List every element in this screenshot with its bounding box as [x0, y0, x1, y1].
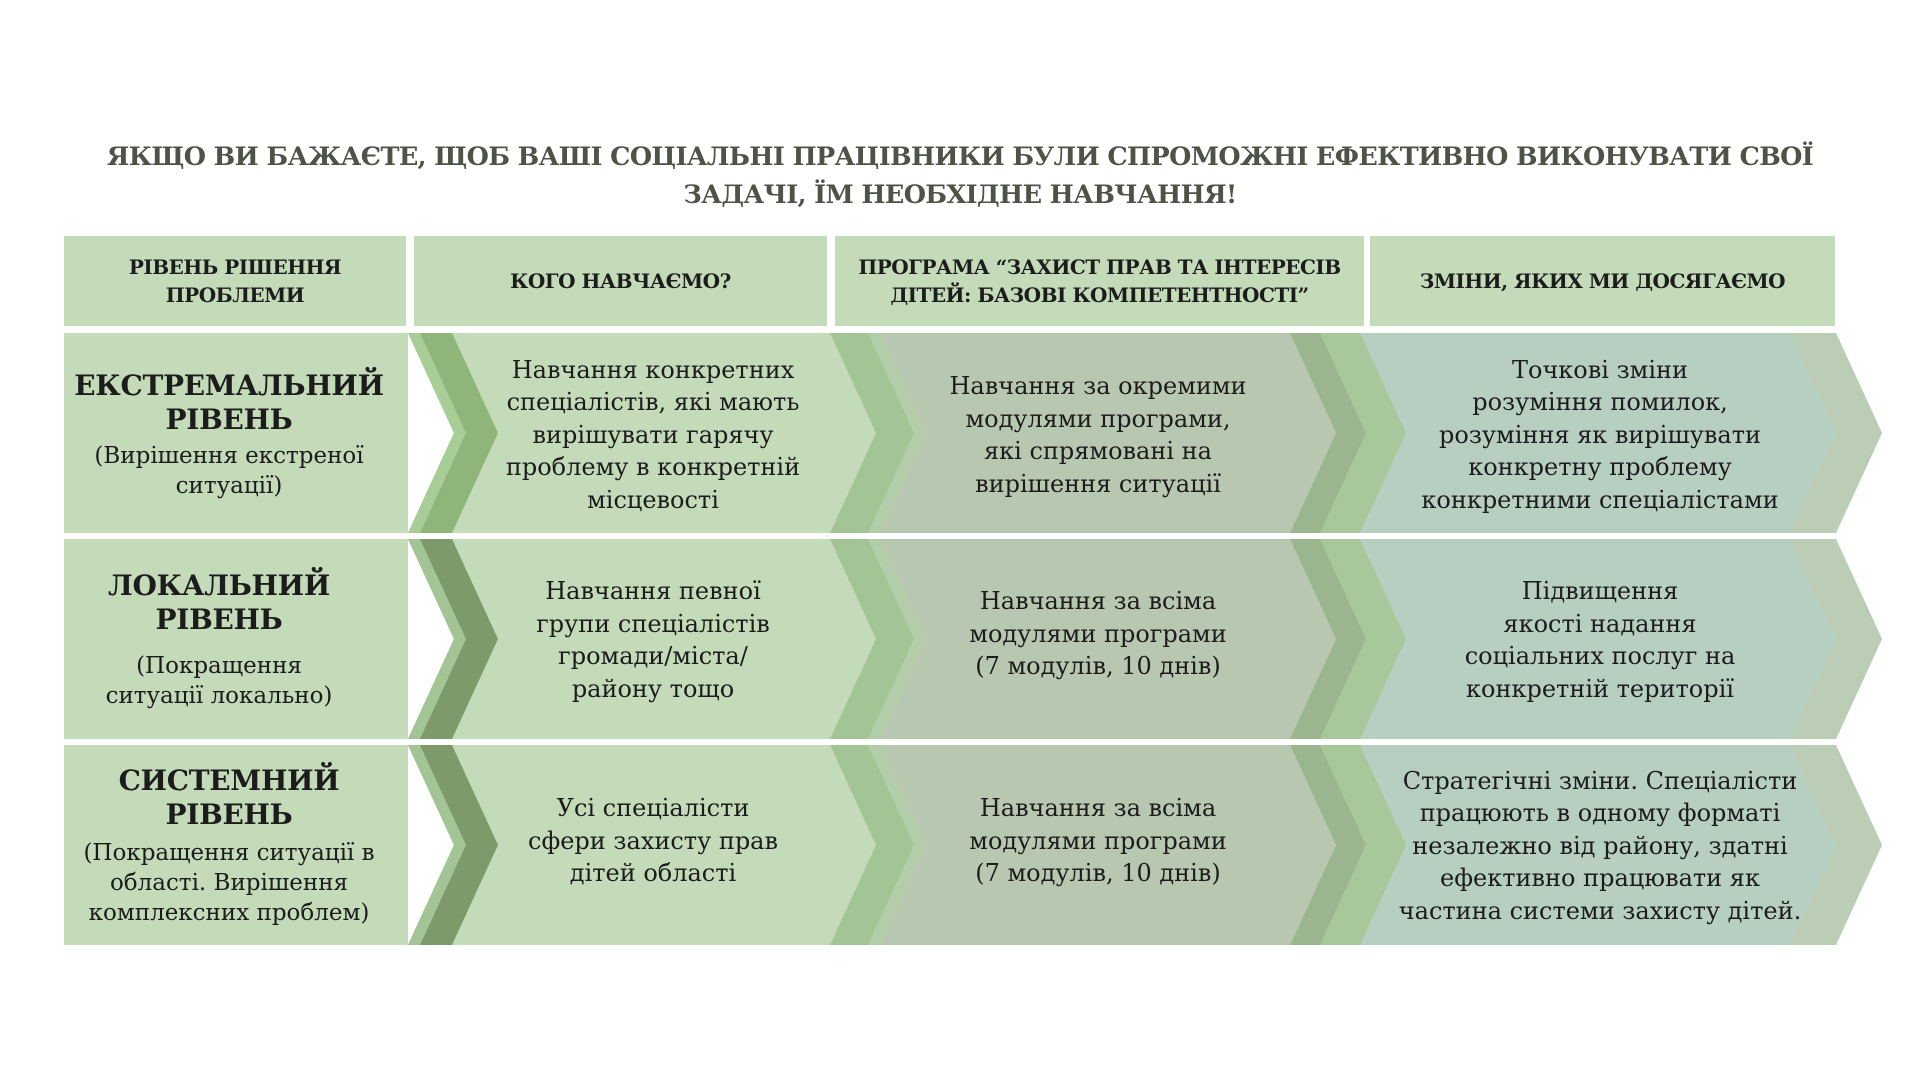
- row-2-level-title: ЛОКАЛЬНИЙ РІВЕНЬ: [108, 569, 330, 636]
- row-3-program: Навчання за всіма модулями програми (7 модулів, 10 днів): [969, 794, 1227, 888]
- title-line-1: ЯКЩО ВИ БАЖАЄТЕ, ЩОБ ВАШІ СОЦІАЛЬНІ ПРАЦІВНИКИ БУЛИ СПРОМОЖНІ ЕФЕКТИВНО ВИКОНУВАТИ СВОЇ: [106, 142, 1814, 172]
- row-2-program: Навчання за всіма модулями програми (7 модулів, 10 днів): [969, 587, 1227, 681]
- row-2-who: Навчання певної групи спеціалістів громади/міста/ району тощо: [536, 577, 770, 703]
- title-line-2: ЗАДАЧІ, ЇМ НЕОБХІДНЕ НАВЧАННЯ!: [683, 180, 1237, 210]
- header-who: КОГО НАВЧАЄМО?: [414, 236, 827, 326]
- header-program: ПРОГРАМА “ЗАХИСТ ПРАВ ТА ІНТЕРЕСІВ ДІТЕЙ: БАЗОВІ КОМПЕТЕНТНОСТІ”: [835, 236, 1364, 326]
- row-1-who: Навчання конкретних спеціалістів, які мають вирішувати гарячу проблему в конкретній місцевості: [505, 355, 801, 514]
- row-1-changes: Точкові зміни розуміння помилок, розуміння як вирішувати конкретну проблему конкретними спеціалістами: [1421, 355, 1779, 514]
- row-3-level-subtitle: (Покращення ситуації в області. Вирішення комплексних проблем): [83, 840, 375, 926]
- row-3-who: Усі спеціалісти сфери захисту прав дітей області: [528, 794, 778, 888]
- row-1-level-title: ЕКСТРЕМАЛЬНИЙ РІВЕНЬ: [74, 369, 384, 436]
- row-1-level: [64, 335, 394, 535]
- row-1-program: Навчання за окремими модулями програми, які спрямовані на вирішення ситуації: [949, 372, 1247, 498]
- row-3-level-title: СИСТЕМНИЙ РІВЕНЬ: [118, 764, 340, 831]
- header-level: РІВЕНЬ РІШЕННЯ ПРОБЛЕМИ: [64, 236, 406, 326]
- row-3-level: [64, 746, 394, 946]
- header-changes: ЗМІНИ, ЯКИХ МИ ДОСЯГАЄМО: [1370, 236, 1835, 326]
- row-3-changes: Стратегічні зміни. Спеціалісти працюють в одному форматі незалежно від району, здатні ефективно працювати як частина системи захисту дітей.: [1398, 766, 1802, 925]
- row-2-level-subtitle: (Покращення ситуації локально): [105, 653, 333, 709]
- row-2-level: [64, 540, 374, 740]
- row-2-changes: Підвищення якості надання соціальних послуг на конкретній території: [1464, 577, 1736, 703]
- row-1-level-subtitle: (Вирішення екстреної ситуації): [94, 443, 364, 499]
